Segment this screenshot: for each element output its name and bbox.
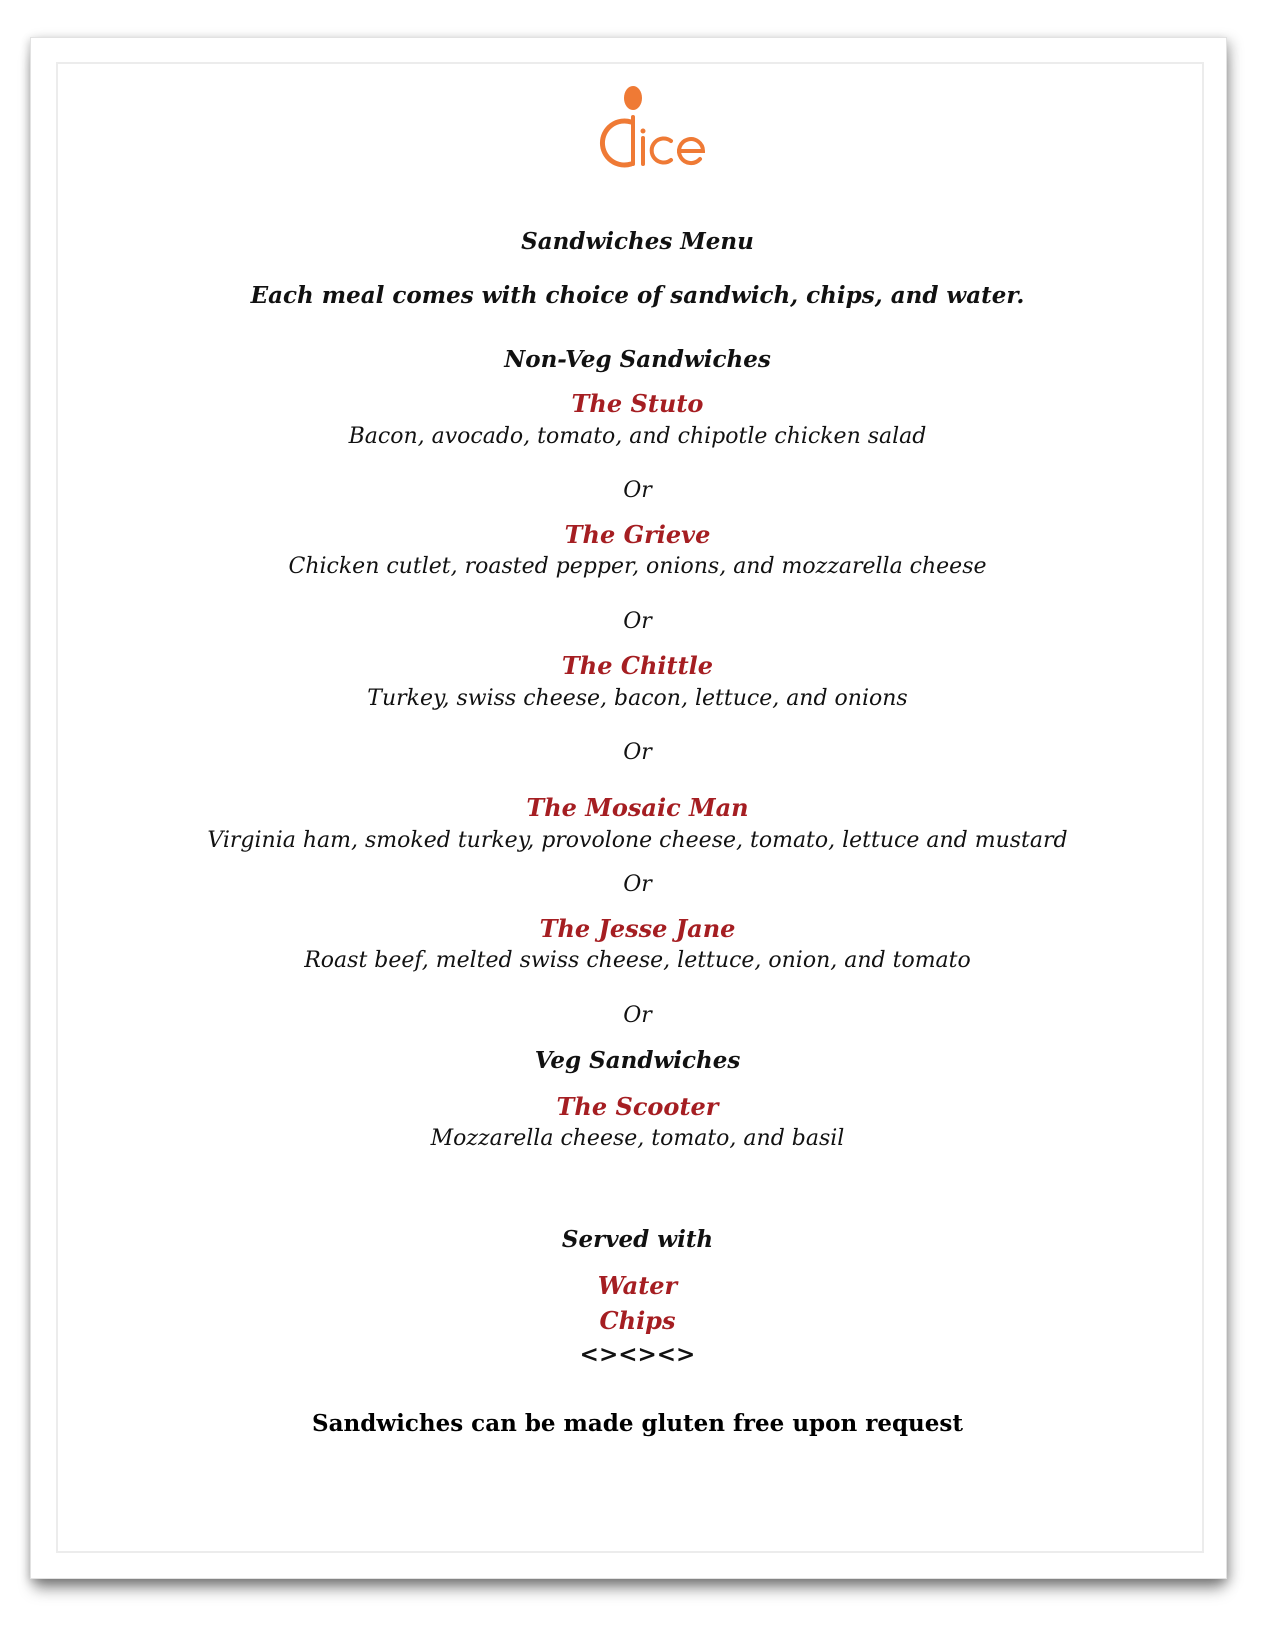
separator-or: Or xyxy=(623,609,652,634)
separator-or: Or xyxy=(623,1003,652,1028)
item-description: Mozzarella cheese, tomato, and basil xyxy=(430,1126,845,1151)
item-description: Chicken cutlet, roasted pepper, onions, and mozzarella cheese xyxy=(288,554,987,579)
served-with-item: Water xyxy=(597,1271,678,1300)
item-description: Roast beef, melted swiss cheese, lettuce, onion, and tomato xyxy=(304,948,971,973)
item-name: The Scooter xyxy=(556,1092,719,1121)
non-veg-heading: Non-Veg Sandwiches xyxy=(504,346,771,373)
served-with-heading: Served with xyxy=(561,1226,714,1253)
menu-title: Sandwiches Menu xyxy=(521,228,754,255)
served-with-item: Chips xyxy=(599,1306,676,1335)
menu-subtitle: Each meal comes with choice of sandwich, chips, and water. xyxy=(250,282,1025,309)
item-description: Turkey, swiss cheese, bacon, lettuce, and onions xyxy=(367,686,908,711)
item-name: The Mosaic Man xyxy=(526,793,749,822)
item-name: The Chittle xyxy=(561,651,714,680)
item-name: The Grieve xyxy=(564,520,711,549)
item-name: The Jesse Jane xyxy=(539,914,736,943)
separator-or: Or xyxy=(623,872,652,897)
veg-heading: Veg Sandwiches xyxy=(534,1047,741,1074)
item-description: Virginia ham, smoked turkey, provolone cheese, tomato, lettuce and mustard xyxy=(207,828,1068,853)
separator-or: Or xyxy=(623,740,652,765)
separator-or: Or xyxy=(623,478,652,503)
divider-ornament: <><><> xyxy=(579,1341,696,1368)
item-name: The Stuto xyxy=(571,389,704,418)
dice-logo xyxy=(590,85,710,180)
gluten-free-note: Sandwiches can be made gluten free upon request xyxy=(312,1410,963,1437)
item-description: Bacon, avocado, tomato, and chipotle chicken salad xyxy=(348,424,927,449)
